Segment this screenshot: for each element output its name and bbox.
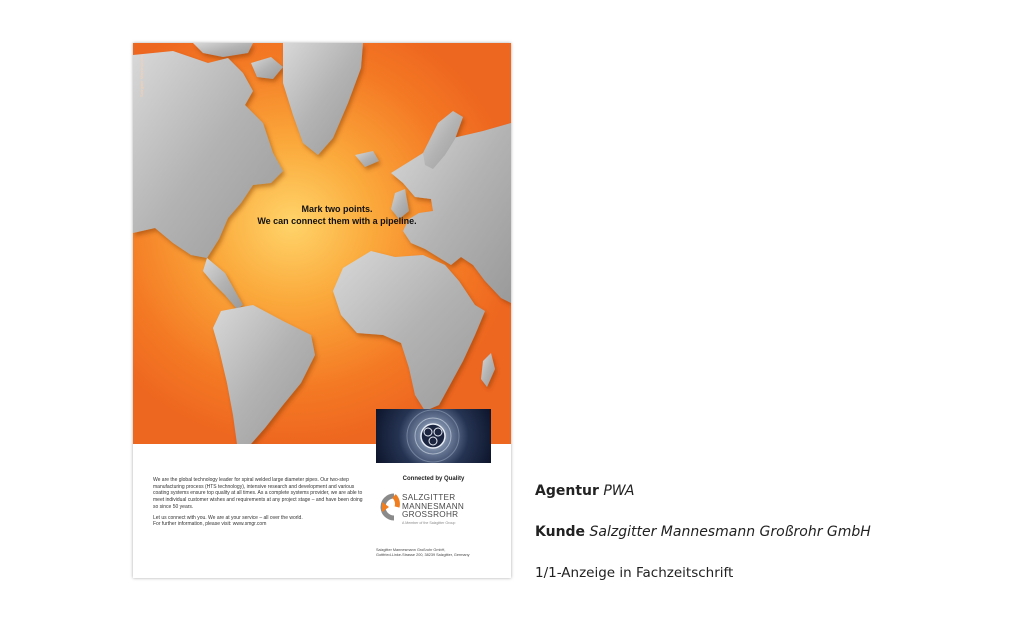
logo-subline: A Member of the Salzgitter Group [402, 521, 456, 525]
world-map-graphic [133, 43, 511, 444]
greenland-shape [283, 43, 363, 155]
client-value: Salzgitter Mannesmann Großrohr GmbH [589, 524, 871, 540]
logo-wordmark [402, 494, 464, 520]
advertisement-page [133, 43, 511, 578]
company-address [376, 548, 501, 558]
tagline: Connected by Quality [402, 476, 465, 482]
logo-line-3: GROSSROHR [402, 510, 459, 519]
ad-text-area [133, 444, 511, 578]
africa-shape [333, 251, 485, 411]
body-paragraph-2-line-1: Let us connect with you. We are at your service – all over the world. [153, 514, 303, 521]
world-map-visual [133, 43, 511, 444]
logo-mark-icon [376, 492, 400, 522]
company-logo [376, 490, 491, 530]
client-label: Kunde [535, 524, 586, 540]
agency-label: Agentur [535, 483, 599, 499]
agency-value: PWA [603, 483, 635, 499]
body-paragraph-2 [153, 515, 363, 528]
body-paragraph-1: We are the global technology leader for spiral welded large diameter pipes. Our two-step manufacturing process (HTS technology), intensive research and development and various coating systems ensure top quality at all times. As a complete systems provider, we are able to meet individual customer wishes and requirements at any project stage – and have been doing so since 50 years. [153, 477, 363, 510]
ad-headline [133, 203, 511, 227]
client-caption [535, 524, 871, 540]
address-line-1: Salzgitter Mannesmann Großrohr GmbH, [376, 548, 446, 552]
format-caption: 1/1-Anzeige in Fachzeitschrift [535, 565, 734, 581]
address-line-2: Gottfried-Linke-Strasse 200, 38239 Salzgitter, Germany [376, 553, 470, 557]
logo-line-1: SALZGITTER [402, 493, 456, 502]
logo-line-2: MANNESMANN [402, 501, 465, 511]
pipe-photo [376, 409, 491, 463]
headline-line-1: Mark two points. [301, 204, 373, 214]
headline-line-2: We can connect them with a pipeline. [257, 216, 417, 226]
body-copy [153, 477, 363, 532]
south-america-shape [213, 305, 315, 444]
vertical-credit: Salzgitter Mannesmann [139, 55, 144, 98]
body-paragraph-2-line-2: For further information, please visit: www.smgr.com [153, 521, 267, 528]
agency-caption [535, 483, 635, 499]
